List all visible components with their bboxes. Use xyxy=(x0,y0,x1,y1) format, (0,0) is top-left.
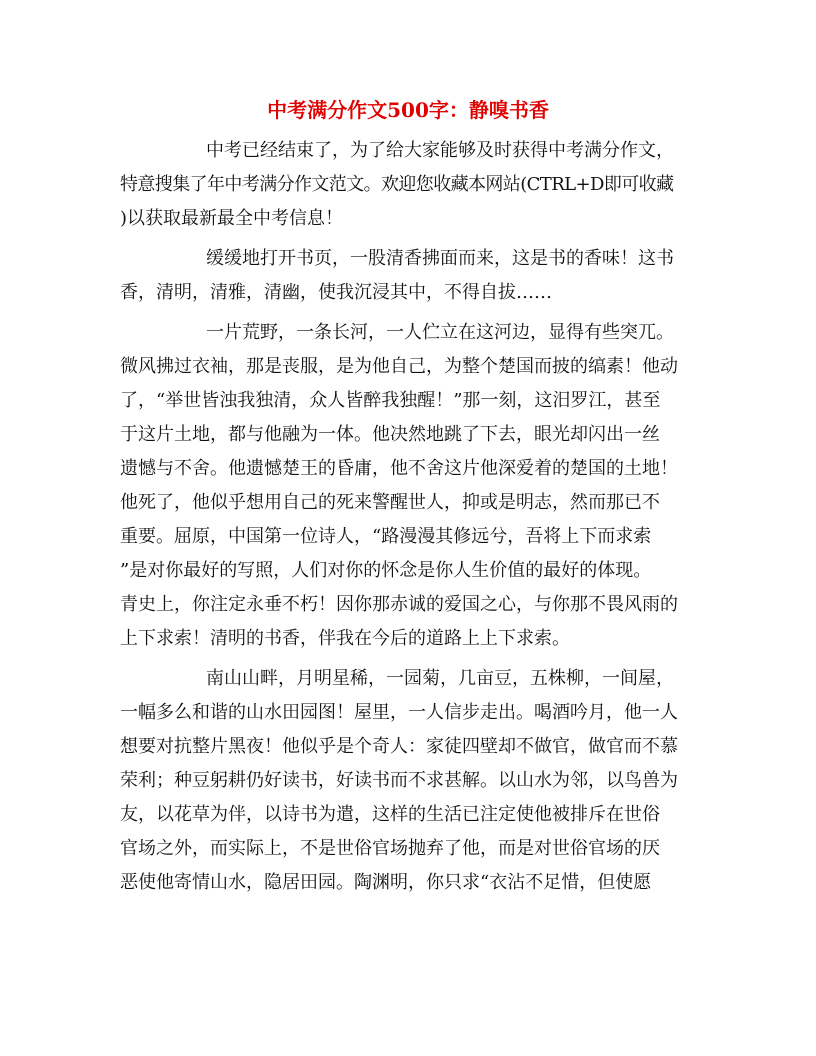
page-title: 中考满分作文500字：静嗅书香 xyxy=(267,98,549,122)
paragraph-qu-yuan xyxy=(120,316,696,656)
text-line: 香，清明，清雅，清幽，使我沉浸其中，不得自拔…… xyxy=(120,282,552,303)
text-line: 了，“举世皆浊我独清，众人皆醉我独醒！”那一刻，这汨罗江，甚至 xyxy=(120,390,661,411)
text-line: 缓缓地打开书页，一股清香拂面而来，这是书的香味！这书 xyxy=(206,248,674,269)
text-line: 遗憾与不舍。他遗憾楚王的昏庸，他不舍这片他深爱着的楚国的土地！ xyxy=(120,458,678,479)
text-line: 南山山畔，月明星稀，一园菊，几亩豆，五株柳，一间屋， xyxy=(206,668,674,689)
article-body xyxy=(120,134,696,900)
text-line: 荣利；种豆躬耕仍好读书，好读书而不求甚解。以山水为邻，以鸟兽为 xyxy=(120,770,678,791)
text-line: 中考已经结束了，为了给大家能够及时获得中考满分作文， xyxy=(206,140,674,161)
text-line: 恶使他寄情山水，隐居田园。陶渊明，你只求“衣沾不足惜，但使愿 xyxy=(120,872,652,893)
text-line: 微风拂过衣袖，那是丧服，是为他自己，为整个楚国而披的缟素！他动 xyxy=(120,356,678,377)
text-line: 上下求索！清明的书香，伴我在今后的道路上上下求索。 xyxy=(120,628,570,649)
text-line: 他死了，他似乎想用自己的死来警醒世人，抑或是明志，然而那已不 xyxy=(120,492,660,513)
text-line: )以获取最新最全中考信息！ xyxy=(120,208,344,229)
text-line: 于这片土地，都与他融为一体。他决然地跳了下去，眼光却闪出一丝 xyxy=(120,424,660,445)
text-line: 一幅多么和谐的山水田园图！屋里，一人信步走出。喝酒吟月，他一人 xyxy=(120,702,678,723)
text-line: 官场之外，而实际上，不是世俗官场抛弃了他，而是对世俗官场的厌 xyxy=(120,838,660,859)
text-line: 一片荒野，一条长河，一人伫立在这河边，显得有些突兀。 xyxy=(206,322,674,343)
text-line: 想要对抗整片黑夜！他似乎是个奇人：家徒四壁却不做官，做官而不慕 xyxy=(120,736,678,757)
paragraph-intro xyxy=(120,134,696,236)
text-line: 友，以花草为伴，以诗书为遣，这样的生活已注定使他被排斥在世俗 xyxy=(120,804,660,825)
text-line: ”是对你最好的写照，人们对你的怀念是你人生价值的最好的体现。 xyxy=(120,560,652,581)
paragraph-opening xyxy=(120,242,696,310)
text-line: 重要。屈原，中国第一位诗人，“路漫漫其修远兮，吾将上下而求索 xyxy=(120,526,652,547)
text-line: 特意搜集了年中考满分作文范文。欢迎您收藏本网站(CTRL+D即可收藏 xyxy=(120,174,674,195)
paragraph-tao-yuanming xyxy=(120,662,696,900)
text-line: 青史上，你注定永垂不朽！因你那赤诚的爱国之心，与你那不畏风雨的 xyxy=(120,594,678,615)
